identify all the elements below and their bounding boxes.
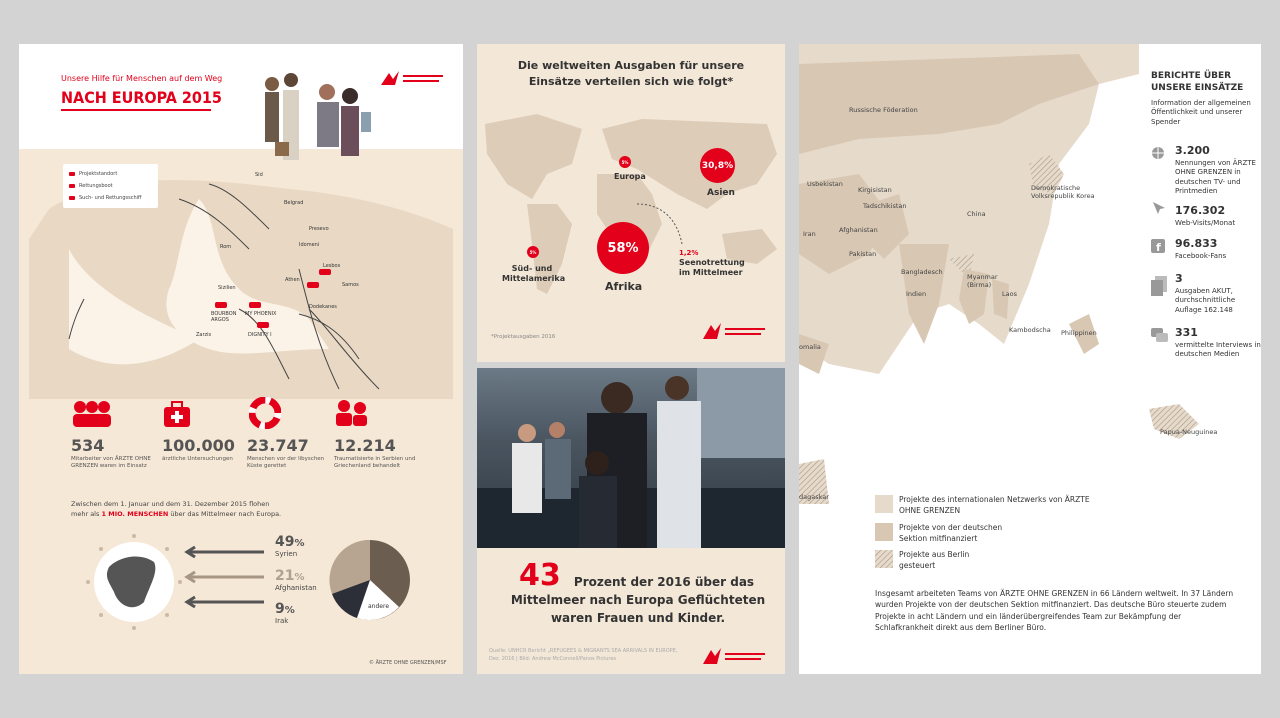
staff-icon xyxy=(71,399,113,429)
reports-intro: Information der allgemeinen Öffentlichkeit und unserer Spender xyxy=(1151,99,1251,126)
msf-logo xyxy=(377,69,447,91)
map-label-laos: Laos xyxy=(1002,290,1017,298)
spending-title: Die weltweiten Ausgaben für unsere Einsätze verteilen sich wie folgt* xyxy=(517,59,745,88)
stat-exams-value: 100.000 xyxy=(162,436,235,455)
report-item-web: 176.302 Web-Visits/Monat xyxy=(1175,204,1236,227)
place-lesbos: Lesbos xyxy=(323,263,341,269)
rescue-boat-icon xyxy=(307,282,319,288)
place-presevo: Presevo xyxy=(309,226,329,232)
label-sea-rescue: Seenotrettung im Mittelmeer xyxy=(679,258,745,278)
legend-swatch-german xyxy=(875,523,893,541)
stat-trauma-value: 12.214 xyxy=(334,436,396,455)
cursor-icon xyxy=(1151,200,1167,216)
countries-summary: Insgesamt arbeiteten Teams von ÄRZTE OHNE GRENZEN in 66 Ländern weltweit. In 37 Ländern wurden Projekte von der deutschen Sektion mitfinanziert. Das deutsche Büro steuerte zudem Projekte in acht Ländern und ein länderübergreifendes Team zur Bekämpfung der Schlafkrankheit direkt aus dem Berliner Büro. xyxy=(875,589,1234,632)
globe-icon xyxy=(1151,146,1165,160)
infographic-europe-2015 xyxy=(19,44,463,674)
stat-rescued-value: 23.747 xyxy=(247,436,309,455)
counseling-icon xyxy=(334,396,370,428)
legend-rescue-boat: Rettungsboot xyxy=(69,180,152,192)
legend-berlin: Projekte aus Berlin gesteuert xyxy=(899,550,970,570)
report-item-interviews: 331 vermittelte Interviews in deutschen Medien xyxy=(1175,326,1261,359)
map-label-iran: Iran xyxy=(803,230,816,238)
map-label-kyrgyzstan: Kirgisistan xyxy=(858,186,892,194)
origin-syria: 49% Syrien xyxy=(275,534,305,558)
flow-text: Zwischen dem 1. Januar und dem 31. Dezember 2015 flohen mehr als 1 MIO. MENSCHEN über das Mittelmeer nach Europa. xyxy=(71,500,282,519)
lifebuoy-icon xyxy=(249,397,281,429)
place-rom: Rom xyxy=(220,244,232,250)
reports-title: BERICHTE ÜBER UNSERE EINSÄTZE xyxy=(1151,71,1244,94)
legend-swatch-international xyxy=(875,495,893,513)
stat-staff-label: Mitarbeiter von ÄRZTE OHNE GRENZEN waren im Einsatz xyxy=(71,456,151,470)
rescue-ship-icon xyxy=(257,322,269,328)
place-athen: Athen xyxy=(285,277,300,283)
origin-afghanistan: 21% Afghanistan xyxy=(275,568,317,592)
project-marker-icon xyxy=(69,172,75,176)
map-label-pakistan: Pakistan xyxy=(849,250,877,258)
stat-staff-value: 534 xyxy=(71,436,105,455)
rescue-boat-icon xyxy=(319,269,331,275)
rescue-ship-icon xyxy=(249,302,261,308)
label-asia: Asien xyxy=(707,188,735,198)
place-sid: Sid xyxy=(255,172,263,178)
flow-arrows xyxy=(179,544,269,614)
msf-logo xyxy=(699,319,769,343)
report-item-facebook: 96.833 Facebook-Fans xyxy=(1175,237,1227,260)
reports-map-panel xyxy=(799,44,1261,674)
rescue-ship-icon xyxy=(215,302,227,308)
rescue-ship-icon xyxy=(69,196,75,200)
map-label-tajikistan: Tadschikistan xyxy=(863,202,907,210)
sea-rescue-connector xyxy=(632,199,692,254)
title-underline xyxy=(61,109,211,111)
photo-source: Quelle: UNHCR Bericht „REFUGEES & MIGRANTS SEA ARRIVALS IN EUROPE, Dez. 2016 | Bild: Andrew McConnell/Panos Pictures xyxy=(489,648,678,662)
facebook-icon xyxy=(1151,239,1165,253)
photo-illustration xyxy=(477,368,785,548)
label-africa: Afrika xyxy=(605,280,643,293)
ship-dignity: DIGNITY I xyxy=(248,332,272,338)
big-percent-number: 43 xyxy=(519,558,561,593)
legend-swatch-berlin xyxy=(875,550,893,568)
stat-rescued-label: Menschen vor der libyschen Küste gerettet xyxy=(247,456,325,470)
map-label-uzbekistan: Usbekistan xyxy=(807,180,843,188)
map-label-madagascar: dagaskar xyxy=(799,493,829,501)
map-label-north-korea: Demokratische Volksrepublik Korea xyxy=(1031,184,1095,200)
place-zarzis: Zarzis xyxy=(196,332,212,338)
chat-icon xyxy=(1151,328,1169,344)
stat-trauma-label: Traumatisierte in Serbien und Griechenland behandelt xyxy=(334,456,416,470)
pct-sea-rescue: 1,2% xyxy=(679,249,699,257)
europe-globe-icon xyxy=(79,532,189,632)
map-label-afghanistan: Afghanistan xyxy=(839,226,878,234)
spending-map xyxy=(477,44,785,362)
legend-german: Projekte von der deutschen Sektion mitfinanziert xyxy=(899,523,1003,543)
map-label-india: Indien xyxy=(906,290,927,298)
place-sizilien: Sizilien xyxy=(218,285,236,291)
report-item-media: 3.200 Nennungen von ÄRZTE OHNE GRENZEN in deutschen TV- und Printmedien xyxy=(1175,144,1256,196)
spending-footnote: *Projektausgaben 2016 xyxy=(491,334,556,340)
women-children-infographic xyxy=(477,368,785,674)
place-belgrad: Belgrad xyxy=(284,200,304,206)
place-samos: Samos xyxy=(342,282,359,288)
pie-label-other: andere xyxy=(368,603,390,610)
stat-exams-label: ärztliche Untersuchungen xyxy=(162,456,233,462)
place-dodekanes: Dodekanes xyxy=(309,304,337,310)
place-idomeni: Idomeni xyxy=(299,242,320,248)
label-europe: Europa xyxy=(614,172,646,181)
ship-my-phoenix: MY PHOENIX xyxy=(245,311,277,317)
map-label-russia: Russische Föderation xyxy=(849,106,918,114)
ship-bourbon-argos: BOURBON ARGOS xyxy=(211,311,237,323)
panel1-title: NACH EUROPA 2015 xyxy=(61,88,222,107)
map-label-bangladesh: Bangladesch xyxy=(901,268,943,276)
map-label-cambodia: Kambodscha xyxy=(1009,326,1051,334)
medical-bag-icon xyxy=(162,399,192,429)
legend-international: Projekte des internationalen Netzwerks von ÄRZTE OHNE GRENZEN xyxy=(899,495,1090,515)
report-item-akut: 3 Ausgaben AKUT, durchschnittliche Auflage 162.148 xyxy=(1175,272,1236,314)
map-label-philippines: Philippinen xyxy=(1061,329,1097,337)
msf-logo xyxy=(699,644,769,668)
map-label-china: China xyxy=(967,210,986,218)
rescue-boat-icon xyxy=(69,184,75,188)
women-children-text: Prozent der 2016 über das Mittelmeer nach Europa Geflüchteten waren Frauen und Kinder. xyxy=(510,575,766,625)
bubble-africa: 58% xyxy=(597,222,649,274)
svg-text:f: f xyxy=(1156,241,1161,253)
map-label-myanmar: Myanmar (Birma) xyxy=(967,273,998,289)
bubble-europe: 5% xyxy=(619,156,631,168)
copyright: © ÄRZTE OHNE GRENZEN/MSF xyxy=(369,660,447,666)
legend-project: Projektstandort xyxy=(69,168,152,180)
origin-iraq: 9% Irak xyxy=(275,601,295,625)
legend-rescue-ship: Such- und Rettungsschiff xyxy=(69,192,152,204)
panel1-subtitle: Unsere Hilfe für Menschen auf dem Weg xyxy=(61,74,223,83)
label-latin-america: Süd- und Mittelamerika xyxy=(502,264,566,284)
bubble-latin-america: 5% xyxy=(527,246,539,258)
map-label-papua: Papua-Neuguinea xyxy=(1160,428,1218,436)
refugee-photo xyxy=(477,368,785,548)
bubble-asia: 30,8% xyxy=(700,148,735,183)
map-legend xyxy=(63,164,158,208)
magazine-icon xyxy=(1151,276,1169,298)
map-label-somalia: omalia xyxy=(799,343,821,351)
